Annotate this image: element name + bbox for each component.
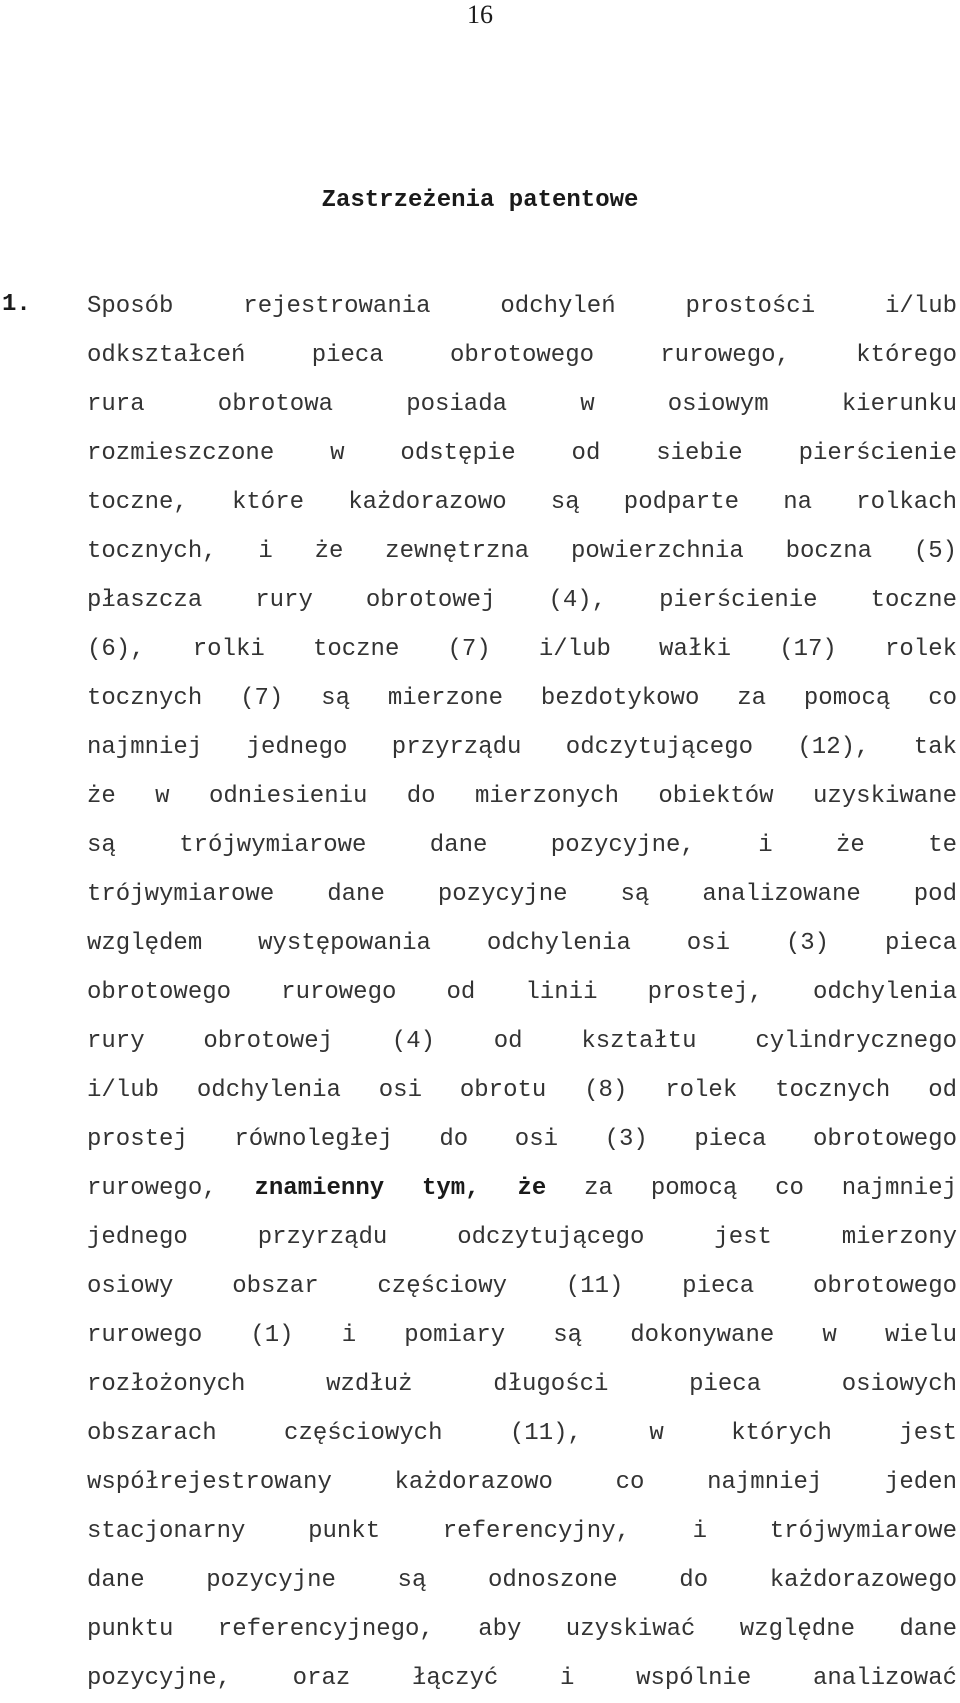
claim-line-5: toczne, które każdorazowo są podparte na rolkach	[87, 489, 957, 516]
claim-line-25: współrejestrowany każdorazowo co najmniej jeden	[87, 1469, 957, 1496]
claim-line-21: osiowy obszar częściowy (11) pieca obrotowego	[87, 1273, 957, 1300]
claim-line-2: odkształceń pieca obrotowego rurowego, którego	[87, 342, 957, 369]
characterizing-phrase: znamienny tym, że	[254, 1175, 547, 1202]
claim-line-28: punktu referencyjnego, aby uzyskiwać względne dane	[87, 1616, 957, 1643]
claim-line-14: względem występowania odchylenia osi (3) pieca	[87, 930, 957, 957]
claim-line-27: dane pozycyjne są odnoszone do każdorazowego	[87, 1567, 957, 1594]
claim-line-24: obszarach częściowych (11), w których jest	[87, 1420, 957, 1447]
claim-line-26: stacjonarny punkt referencyjny, i trójwymiarowe	[87, 1518, 957, 1545]
claim-line-19-post: za pomocą co najmniej	[584, 1175, 957, 1202]
claim-line-6: tocznych, i że zewnętrzna powierzchnia boczna (5)	[87, 538, 957, 565]
claim-line-19	[87, 1164, 957, 1213]
claim-line-8: (6), rolki toczne (7) i/lub wałki (17) rolek	[87, 636, 957, 663]
claim-line-10: najmniej jednego przyrządu odczytującego (12), tak	[87, 734, 957, 761]
claim-line-3: rura obrotowa posiada w osiowym kierunku	[87, 391, 957, 418]
claim-line-7: płaszcza rury obrotowej (4), pierścienie toczne	[87, 587, 957, 614]
claim-line-13: trójwymiarowe dane pozycyjne są analizowane pod	[87, 881, 957, 908]
claim-line-18: prostej równoległej do osi (3) pieca obrotowego	[87, 1126, 957, 1153]
claim-body	[87, 282, 957, 1703]
claim-line-19-pre: rurowego,	[87, 1175, 255, 1202]
claim-line-4: rozmieszczone w odstępie od siebie pierścienie	[87, 440, 957, 467]
claim-number: 1.	[2, 291, 31, 318]
page-number: 16	[467, 0, 493, 29]
claim-line-16: rury obrotowej (4) od kształtu cylindrycznego	[87, 1028, 957, 1055]
claim-line-15: obrotowego rurowego od linii prostej, odchylenia	[87, 979, 957, 1006]
claim-line-22: rurowego (1) i pomiary są dokonywane w wielu	[87, 1322, 957, 1349]
section-title: Zastrzeżenia patentowe	[321, 187, 639, 214]
claim-line-17: i/lub odchylenia osi obrotu (8) rolek tocznych od	[87, 1077, 957, 1104]
claim-line-29: pozycyjne, oraz łączyć i wspólnie analizować	[87, 1665, 957, 1692]
claim-line-1: Sposób rejestrowania odchyleń prostości i/lub	[87, 293, 957, 320]
claim-line-11: że w odniesieniu do mierzonych obiektów uzyskiwane	[87, 783, 957, 810]
claim-line-23: rozłożonych wzdłuż długości pieca osiowych	[87, 1371, 957, 1398]
claim-line-12: są trójwymiarowe dane pozycyjne, i że te	[87, 832, 957, 859]
claim-line-9: tocznych (7) są mierzone bezdotykowo za pomocą co	[87, 685, 957, 712]
claim-line-20: jednego przyrządu odczytującego jest mierzony	[87, 1224, 957, 1251]
